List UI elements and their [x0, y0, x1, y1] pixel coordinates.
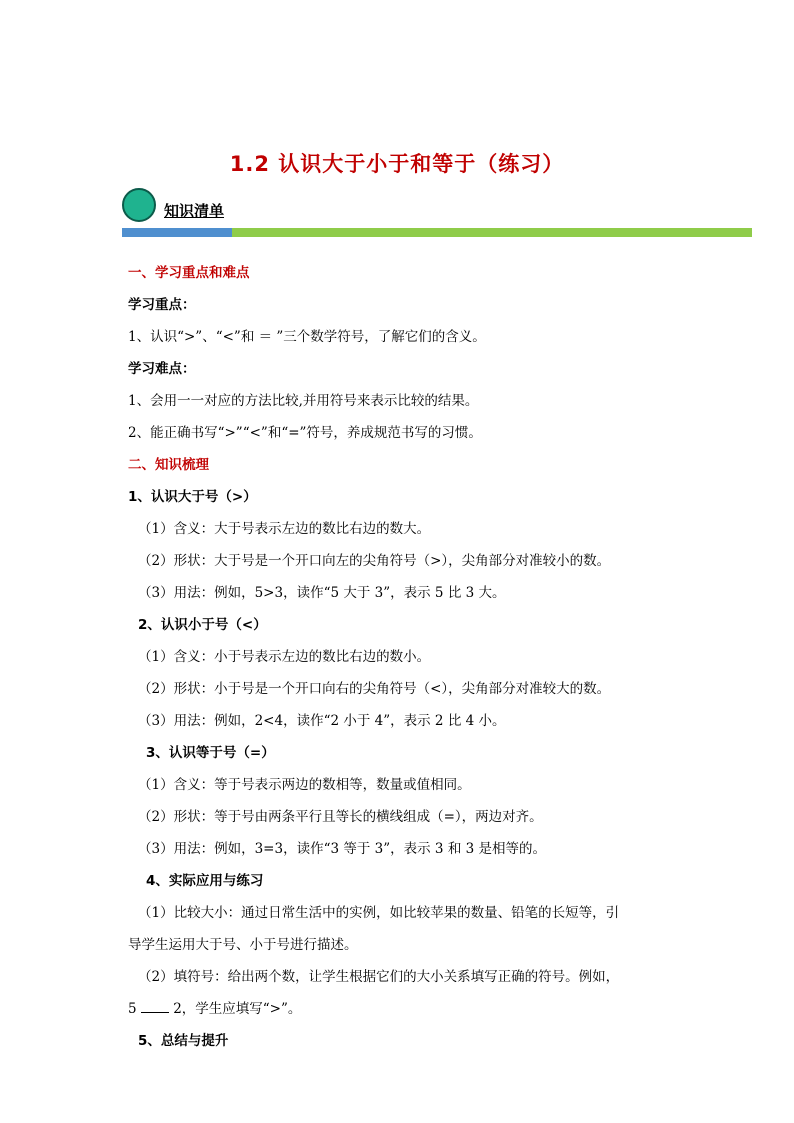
- heading-key-points: 一、学习重点和难点: [128, 265, 250, 281]
- subheading-greater: 1、认识大于号（>）: [128, 489, 257, 505]
- text-equal-usage: （3）用法：例如，3=3，读作“3 等于 3”，表示 3 和 3 是相等的。: [138, 841, 546, 857]
- text-equal-shape: （2）形状：等于号由两条平行且等长的横线组成（=），两边对齐。: [138, 809, 543, 825]
- section-heading: 知识清单: [164, 202, 225, 220]
- fill-blank: [141, 1000, 169, 1013]
- heading-knowledge: 二、知识梳理: [128, 457, 209, 473]
- text-greater-usage: （3）用法：例如，5>3，读作“5 大于 3”，表示 5 比 3 大。: [138, 585, 506, 601]
- subheading-equal: 3、认识等于号（=）: [146, 745, 275, 761]
- text-greater-meaning: （1）含义：大于号表示左边的数比右边的数大。: [138, 521, 431, 537]
- fill-left-number: 5: [128, 1001, 137, 1017]
- text-difficulty-2: 2、能正确书写“>”“<”和“=”符号，养成规范书写的习惯。: [128, 425, 482, 441]
- text-focus-1: 1、认识“>”、“<”和 ＝ ”三个数学符号，了解它们的含义。: [128, 329, 486, 345]
- section-circle-icon: [122, 188, 156, 222]
- subheading-practice: 4、实际应用与练习: [146, 873, 264, 889]
- divider-bar-green: [232, 228, 752, 237]
- text-compare-2: 导学生运用大于号、小于号进行描述。: [128, 937, 358, 953]
- divider-bar-blue: [122, 228, 232, 237]
- text-fill-2: [128, 998, 718, 1030]
- text-equal-meaning: （1）含义：等于号表示两边的数相等，数量或值相同。: [138, 777, 471, 793]
- page-title: 1.2 认识大于小于和等于（练习）: [229, 152, 565, 176]
- text-less-meaning: （1）含义：小于号表示左边的数比右边的数小。: [138, 649, 431, 665]
- text-fill-1: （2）填符号：给出两个数，让学生根据它们的大小关系填写正确的符号。例如，: [138, 969, 620, 985]
- text-difficulty-1: 1、会用一一对应的方法比较,并用符号来表示比较的结果。: [128, 393, 479, 409]
- text-less-usage: （3）用法：例如，2<4，读作“2 小于 4”，表示 2 比 4 小。: [138, 713, 506, 729]
- fill-rest: 2，学生应填写“>”。: [173, 1001, 302, 1017]
- text-less-shape: （2）形状：小于号是一个开口向右的尖角符号（<），尖角部分对准较大的数。: [138, 681, 611, 697]
- label-difficulty: 学习难点：: [128, 361, 196, 377]
- label-focus: 学习重点：: [128, 297, 196, 313]
- subheading-less: 2、认识小于号（<）: [138, 617, 267, 633]
- subheading-summary: 5、总结与提升: [138, 1033, 229, 1049]
- text-greater-shape: （2）形状：大于号是一个开口向左的尖角符号（>），尖角部分对准较小的数。: [138, 553, 611, 569]
- document-body: [128, 262, 718, 1062]
- text-compare-1: （1）比较大小：通过日常生活中的实例，如比较苹果的数量、铅笔的长短等，引: [138, 905, 620, 921]
